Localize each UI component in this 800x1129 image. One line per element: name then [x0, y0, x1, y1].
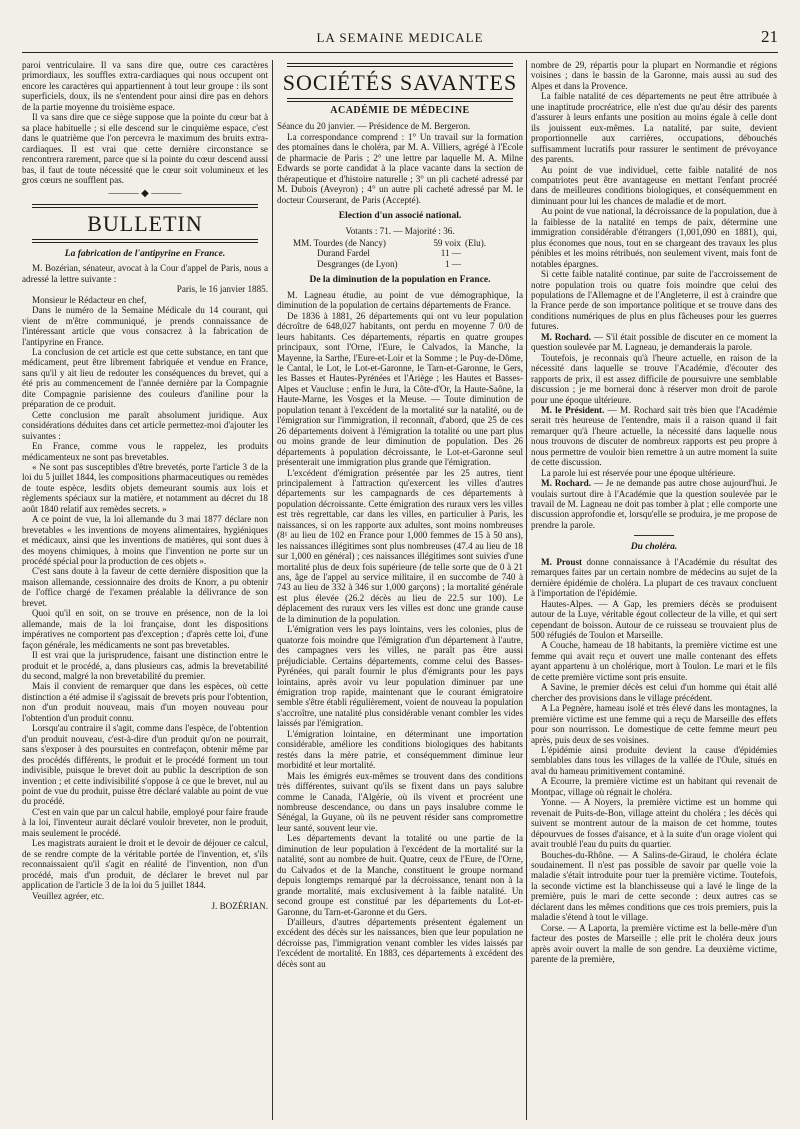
vote-count: 59 voix — [433, 237, 461, 248]
paragraph: Les magistrats auraient le droit et le devoir de déjouer ce calcul, de se rendre compte de la véritable portée de l'invention, et, s'ils reconnaissaient qu'il s'agit en réalité de l'invention, non d'un procédé, mais d'un produit, de déclarer le brevet nul par application de l'article 3 de la loi du 5 juillet 1844. — [22, 838, 268, 891]
paragraph: La correspondance comprend : 1° Un travail sur la formation des ptomaïnes dans le choléra, par M. A. Villiers, agrégé à l'Ecole de pharmacie de Paris ; 2° une lettre par laquelle M. A. Milne Edwards se porte candidat à la place vacante dans la section de thérapeutique et d'histoire naturelle ; 3° un pli cacheté adressé par M. Dubois (Aveyron) ; 4° un autre pli cacheté adressé par M. le docteur Courserant, de Paris (Accepté). — [277, 131, 523, 205]
paragraph: Il va sans dire que ce siège suppose que la pointe du cœur bat à sa place habituelle ; si elle descend sur le cinquième espace, c'est dans le quatrième que l'on percevra le maximum des bruits extra-cardiaques. Il est vrai que cette dernière circonstance se rencontrera rarement, parce que si la pointe du cœur descend aussi bas, il faut de toute nécessité que le cœur soit volumineux et les gros cœurs ne soufflent pas. — [22, 112, 268, 185]
ornament-divider: ——— ◆ ——— — [108, 188, 182, 200]
double-rule — [287, 63, 513, 67]
section-title: SOCIÉTÉS SAVANTES — [282, 70, 518, 95]
candidate-name: Desgranges (de Lyon) — [317, 258, 398, 269]
paragraph — [531, 478, 777, 530]
paragraph: La conclusion de cet article est que cette substance, en tant que médicament, peut être librement fabriquée et vendue en France, sans qu'il y ait lieu de redouter les conséquences du brevet, qui a été pris au commencement de l'année dernière par la Compagnie dite Compagnie parisienne des couleurs d'aniline pour la préparation de ce produit. — [22, 346, 268, 410]
paragraph: D'ailleurs, d'autres départements présentent également un excédent des décès sur les naissances, bien que leur population ne décroisse pas, l'immigration venant combler les vides laissés par l'excédent de mortalité. En 1883, ces départements à excédent des décès sont au — [277, 916, 523, 969]
paragraph: Dans le numéro de la Semaine Médicale du 14 courant, qui vient de m'être communiqué, je prends connaissance de l'intéressant article que vous consacrez à la fabrication de l'antipyrine en France. — [22, 305, 268, 347]
paragraph: Toutefois, je reconnais qu'à l'heure actuelle, en raison de la nécessité dans laquelle se trouve l'Académie, d'écouter des rapports de prix, il est assez difficile de poursuivre une semblable discussion ; je me bornerai donc à réserver mon droit de parole pour une époque ultérieure. — [531, 352, 777, 405]
vote-row — [293, 259, 523, 269]
paragraph: Si cette faible natalité continue, par suite de l'accroissement de notre population trois ou quatre fois moindre que celui des populations de l'Allemagne et de l'Angleterre, il est à craindre que la France perde de son importance politique et se trouve dans des conditions numériques de plus en plus fâcheuses pour les guerres futures. — [531, 269, 777, 332]
vote-count: 1 — — [445, 258, 461, 269]
candidate-name: Durand Fardel — [317, 248, 370, 259]
paragraph: M. Lagneau étudie, au point de vue démographique, la diminution de la population de certains départements de France. — [277, 289, 523, 311]
vote-note: (Elu). — [465, 237, 487, 248]
paragraph: Yonne. — A Noyers, la première victime est un homme qui revenait de Puits-de-Bon, village atteint du choléra ; les décès qui suivent se montrent autour de la maison de cet homme, toutes dépourvues de fosses d'aisance, et à la suite d'un orage violent qui avait troublé l'eau du puits du quartier. — [531, 797, 777, 850]
paragraph: Mais les émigrés eux-mêmes se trouvent dans des conditions très différentes, suivant qu'ils se fixent dans un pays salubre comme le Canada, l'Algérie, où ils vivent et procréent une nombreuse descendance, ou dans un pays insalubre comme le Sénégal, la Guyane, où ils ne peuvent résider sans compromettre leur santé, souvent leur vie. — [277, 770, 523, 833]
journal-title: LA SEMAINE MEDICALE — [316, 30, 484, 45]
paragraph: La parole lui est réservée pour une époque ultérieure. — [541, 467, 736, 478]
salutation: Monsieur le Rédacteur en chef, — [32, 294, 147, 305]
vote-row — [293, 248, 523, 258]
paragraph: A Ecourre, la première victime est un habitant qui revenait de Montpac, village où régnait le choléra. — [531, 776, 777, 797]
academy-heading: ACADÉMIE DE MÉDECINE — [330, 105, 470, 116]
separator — [634, 535, 674, 536]
speaker-name: M. Proust — [541, 556, 583, 567]
paragraph: Corse. — A Laporta, la première victime est la belle-mère d'un facteur des postes de Marseille ; elle prit le choléra deux jours après avoir ouvert la malle de son gendre. La deuxième victime, parente de la première, — [531, 922, 777, 965]
paragraph: L'émigration lointaine, en déterminant une importation considérable, améliore les conditions biologiques des habitants restés dans la mère patrie, et conséquemment diminue leur morbidité et leur mortalité. — [277, 728, 523, 771]
paragraph: « Ne sont pas susceptibles d'être brevetés, porte l'article 3 de la loi du 5 juillet 1844, les compositions pharmaceutiques ou remèdes de toute espèce, lesdits objets demeurant soumis aux lois et règlements spéciaux sur la matière, et notamment au décret du 18 août 1840 relatif aux remèdes secrets. » — [22, 461, 268, 514]
speech-text: — M. Rochard sait très bien que l'Académie serait très heureuse de l'entendre, mais il a raison quand il fait remarquer qu'à l'heure actuelle, la nécessité dans laquelle nous nous trouvons de discuter de nombreux rapports est peu propre à nous permettre de vouloir bien remettre à un autre moment la suite de cette discussion. — [531, 404, 777, 468]
double-rule — [32, 239, 258, 243]
signature: J. BOZÉRIAN. — [211, 900, 268, 911]
paragraph: A ce point de vue, la loi allemande du 3 mai 1877 déclare non brevetables « les inventions de moyens alimentaires, hygiéniques et médicaux, ainsi que les inventions de matières, qui sont dues à des moyens chimiques, à moins que l'invention ne porte sur un procédé spécial pour la production de ces objets ». — [22, 514, 268, 567]
page-header — [22, 27, 778, 53]
paragraph: Au point de vue national, la décroissance de la population, due à la faiblesse de la natalité en temps de paix, détermine une immigration considérable d'étrangers (1,001,090 en 1881), qui, plus économes que nous, tout en se chargeant des travaux les plus pénibles et les moins rétribués, non seulement vivent, mais font de notables épargnes. — [531, 206, 777, 269]
paragraph: De 1836 à 1881, 26 départements qui ont vu leur population décroître de 648,027 habitants, ont perdu en moyenne 7 0/0 de leurs habitants. Ces départements, répartis en quatre groupes principaux, sont l'Orne, l'Eure, le Calvados, la Manche, la Mayenne, la Sarthe, l'Eure-et-Loir et la Somme ; le Puy-de-Dôme, le Cantal, le Lot, le Lot-et-Garonne, le Tarn-et-Garonne, le Gers, les Basses et Hautes-Pyrénées et l'Ariège ; les Hautes et Basses-Alpes et Vaucluse ; enfin le Jura, la Côte-d'Or, la Haute-Saône, la Haute-Marne, les Vosges et la Meuse. — Toute diminution de population tenant à l'excédent de la mortalité sur la natalité, ou de l'émigration sur l'immigration, il reconnaît, d'abord, que 25 de ces 26 départements doivent à l'émigration la totalité ou une part plus ou moins grande de leur diminution de population. Des 26 départements à population décroissante, le Lot-et-Garonne seul présenterait une immigration plus grande que l'émigration. — [277, 310, 523, 468]
paragraph: L'émigration vers les pays lointains, vers les colonies, plus de quatorze fois moindre que l'émigration d'un département à l'autre, des campagnes vers les villes, ne paraît pas être aussi préjudiciable. Certains départements, comme celui des Basses-Pyrénées, qui paraît fournir le plus d'émigrants pour les pays lointains, après avoir vu leur population diminuer par une émigration trop rapide, maintenant que le courant émigratoire semble s'être établi régulièrement, voient de nouveau la population s'accroître, une natalité plus considérable venant combler les vides laissés par l'émigration. — [277, 624, 523, 729]
column-3 — [531, 60, 777, 1120]
column-divider — [526, 60, 527, 1120]
speaker-name: M. le Président. — [541, 404, 605, 415]
speaker-name: M. Rochard. — [541, 478, 591, 489]
speaker-name: M. Rochard. — [541, 331, 592, 342]
paragraph — [531, 405, 777, 468]
vote-table — [293, 238, 523, 269]
paragraph: M. Bozérian, sénateur, avocat à la Cour d'appel de Paris, nous a adressé la lettre suivante : — [22, 263, 268, 284]
paragraph — [531, 557, 777, 599]
paragraph: Quoi qu'il en soit, on se trouve en présence, non de la loi allemande, mais de la loi française, dont les dispositions impératives ne comportent pas d'exception ; d'après cette loi, d'une façon générale, les médicaments ne sont pas brevetables. — [22, 608, 268, 650]
speech-text: — Je ne demande pas autre chose aujourd'hui. Je voulais surtout dire à l'Académie que la question soulevée par le travail de M. Lagneau ne doit pas tomber à plat ; elle comporte une discussion approfondie et, lorsqu'elle se produira, je me propose de prendre la parole. — [531, 478, 777, 530]
candidate-name: MM. Tourdes (de Nancy) — [293, 237, 386, 248]
bulletin-title: BULLETIN — [87, 210, 203, 236]
votes-summary: Votants : 71. — Majorité : 36. — [345, 225, 455, 236]
column-2 — [277, 60, 523, 1120]
speech-text: — S'il était possible de discuter en ce moment la question soulevée par M. Lagneau, je demanderais la parole. — [531, 331, 777, 353]
speech-text: donne connaissance à l'Académie du résultat des remarques faites par un certain nombre de médecins au sujet de la dernière épidémie de choléra. La plupart de ces travaux concluent à l'importation de l'épidémie. — [531, 556, 777, 599]
paragraph: L'excédent d'émigration présentée par les 25 autres, tient principalement à l'attraction qu'exercent les villes d'autres départements sur les campagnards de ces départements à population décroissante. Cette émigration des ruraux vers les villes est très regrettable, car dans les villes, en particulier à Paris, les naissances, si on les rapporte aux adultes, sont moins nombreuses (8¹ au lieu de 102 en France pour 1,000 femmes de 15 à 50 ans), les naissances illégitimes sont plus nombreuses (47.4 au lieu de 18 sur 1,000 en général) ; ces naissances illégitimes sont suivies d'une mortalité plus de deux fois supérieure (de telle sorte que de 0 à 21 ans, âge de l'appel au service militaire, il en succombe de 740 à 743 au lieu de 332 à 346 sur 1,000 garçons) ; la mortalité générale est plus élevée (26.2 décès au lieu de 22.5 sur 100). Le déplacement des ruraux vers les villes est donc une grande cause de la diminution de la population. — [277, 467, 523, 624]
column-divider — [272, 60, 273, 1120]
paragraph: C'est sans doute à la faveur de cette dernière disposition que la maison allemande, cessionnaire des droits de Knorr, a pu obtenir de l'office chargé de l'examen préalable la délivrance de son brevet. — [22, 566, 268, 608]
double-rule — [32, 204, 258, 208]
dateline: Paris, le 16 janvier 1885. — [176, 284, 268, 295]
paragraph: Les départements devant la totalité ou une partie de la diminution de leur population à l'excédent de la mortalité sur la natalité, sont au nombre de huit. Quatre, ceux de l'Eure, de l'Orne, du Calvados et de la Manche, constituent le groupe normand depuis longtemps remarqué par la décroissance, tenant non à la grande mortalité, mais exclusivement à la faible natalité. Un second groupe est constitué par les départements du Lot-et-Garonne, du Tarn-et-Garonne et du Gers. — [277, 833, 523, 917]
paragraph: Lorsqu'au contraire il s'agit, comme dans l'espèce, de l'obtention d'un produit nouveau, c'est-à-dire d'un produit qu'on ne pourrait, sans s'exposer à des poursuites en contrefaçon, obtenir même par des procédés différents, le produit et le procédé forment un tout indivisible, puisque le brevet doit au public la description de son invention ; et cette indivisibilité s'oppose à ce que le brevet, nul au point de vue du produit, puisse être déclaré valable au point de vue du procédé. — [22, 723, 268, 807]
column-1 — [22, 60, 268, 1120]
paragraph: Veuillez agréer, etc. — [32, 890, 105, 901]
cholera-heading: Du choléra. — [630, 542, 678, 553]
vote-count: 11 — — [440, 248, 461, 259]
paragraph: Mais il convient de remarquer que dans les espèces, où cette distinction a été admise il s'agissait de brevets pris pour l'obtention, non d'un produit nouveau, mais d'un moyen nouveau pour l'obtention d'un produit connu. — [22, 681, 268, 723]
population-heading: De la diminution de la population en France. — [309, 275, 491, 286]
paragraph: A Couche, hameau de 18 habitants, la première victime est une femme qui avait reçu et ouvert une malle contenant des effets ayant appartenu à un cholérique, mort à Toulon. Le mari et le fils de cette première victime sont pris ensuite. — [531, 640, 777, 682]
paragraph: Au point de vue individuel, cette faible natalité de nos compatriotes peut être avantageuse en mettant l'enfant procréé dans de meilleures conditions biologiques, et conséquemment en diminuant pour lui les chances de maladie et de mort. — [531, 164, 777, 206]
bulletin-heading: La fabrication de l'antipyrine en France. — [64, 248, 226, 259]
vote-row — [293, 238, 523, 248]
paragraph — [531, 332, 777, 353]
paragraph: A La Pegnère, hameau isolé et très élevé dans les montagnes, la première victime est une femme qui a reçu de Marseille des effets pour son nourrisson. Le domestique de cette femme meurt peu après, puis deux de ses voisines. — [531, 703, 777, 745]
paragraph: Bouches-du-Rhône. — A Salins-de-Giraud, le choléra éclate soudainement. Il n'est pas possible de savoir par quelle voie la maladie s'était introduite pour tuer la première victime. Toutefois, la seconde victime est la blanchisseuse qui a lavé le linge de la première, puis le mari de cette seconde : deux autres cas se déclarent dans les mêmes conditions que ces trois premiers, puis la maladie s'étend à tout le village. — [531, 849, 777, 923]
paragraph: En France, comme vous le rappelez, les produits médicamenteux ne sont pas brevetables. — [22, 441, 268, 462]
paragraph: La faible natalité de ces départements ne peut être attribuée à une inaptitude procréatrice, elle n'est due qu'au désir des parents d'assurer à leurs enfants une position au moins égale à celle dont ils jouissent eux-mêmes. La natalité, par suite, devient proportionnelle aux carrières, occupations, débouchés suffisamment lucratifs pour rassurer le sentiment de prévoyance des parents. — [531, 91, 777, 165]
paragraph: Cette conclusion me paraît absolument juridique. Aux considérations déduites dans cet article permettez-moi d'ajouter les suivantes : — [22, 409, 268, 441]
paragraph: nombre de 29, répartis pour la plupart en Normandie et régions voisines ; dans le bassin de la Garonne, mais aussi au sud des Alpes et dans la Provence. — [531, 60, 777, 91]
session-line: Séance du 20 janvier. — Présidence de M. Bergeron. — [277, 121, 471, 132]
election-heading: Election d'un associé national. — [338, 211, 462, 222]
page-number: 21 — [761, 27, 778, 46]
paragraph: C'est en vain que par un calcul habile, employé pour faire fraude à la loi, l'inventeur aurait déclaré vouloir breveter, non le produit, mais seulement le procédé. — [22, 806, 268, 838]
paragraph: L'épidémie ainsi produite devient la cause d'épidémies semblables dans tous les villages de la vallée de l'Oule, situés en aval du hameau primitivement contaminé. — [531, 745, 777, 776]
double-rule — [287, 98, 513, 102]
paragraph: Il est vrai que la jurisprudence, faisant une distinction entre le produit et le procédé, a, dans plusieurs cas, admis la brevetabilité du second, malgré la non brevetabilité du premier. — [22, 650, 268, 682]
paragraph: paroi ventriculaire. Il va sans dire que, outre ces caractères primordiaux, les souffles extra-cardiaques qui nous occupent ont encore les caractères qui appartiennent à tout leur groupe : ils sont superficiels, doux, ils ne s'entendent pour ainsi dire pas en dehors de la partie moyenne du troisième espace. — [22, 60, 268, 112]
paragraph: A Savine, le premier décès est celui d'un homme qui était allé chercher des provisions dans le village précédent. — [531, 682, 777, 703]
paragraph: Hautes-Alpes. — A Gap, les premiers décès se produisent autour de la Luye, véritable égout collecteur de la ville, et qui sert cependant de boisson. Autour de ce ruisseau se trouvaient plus de 500 réfugiés de Toulon et Marseille. — [531, 598, 777, 641]
